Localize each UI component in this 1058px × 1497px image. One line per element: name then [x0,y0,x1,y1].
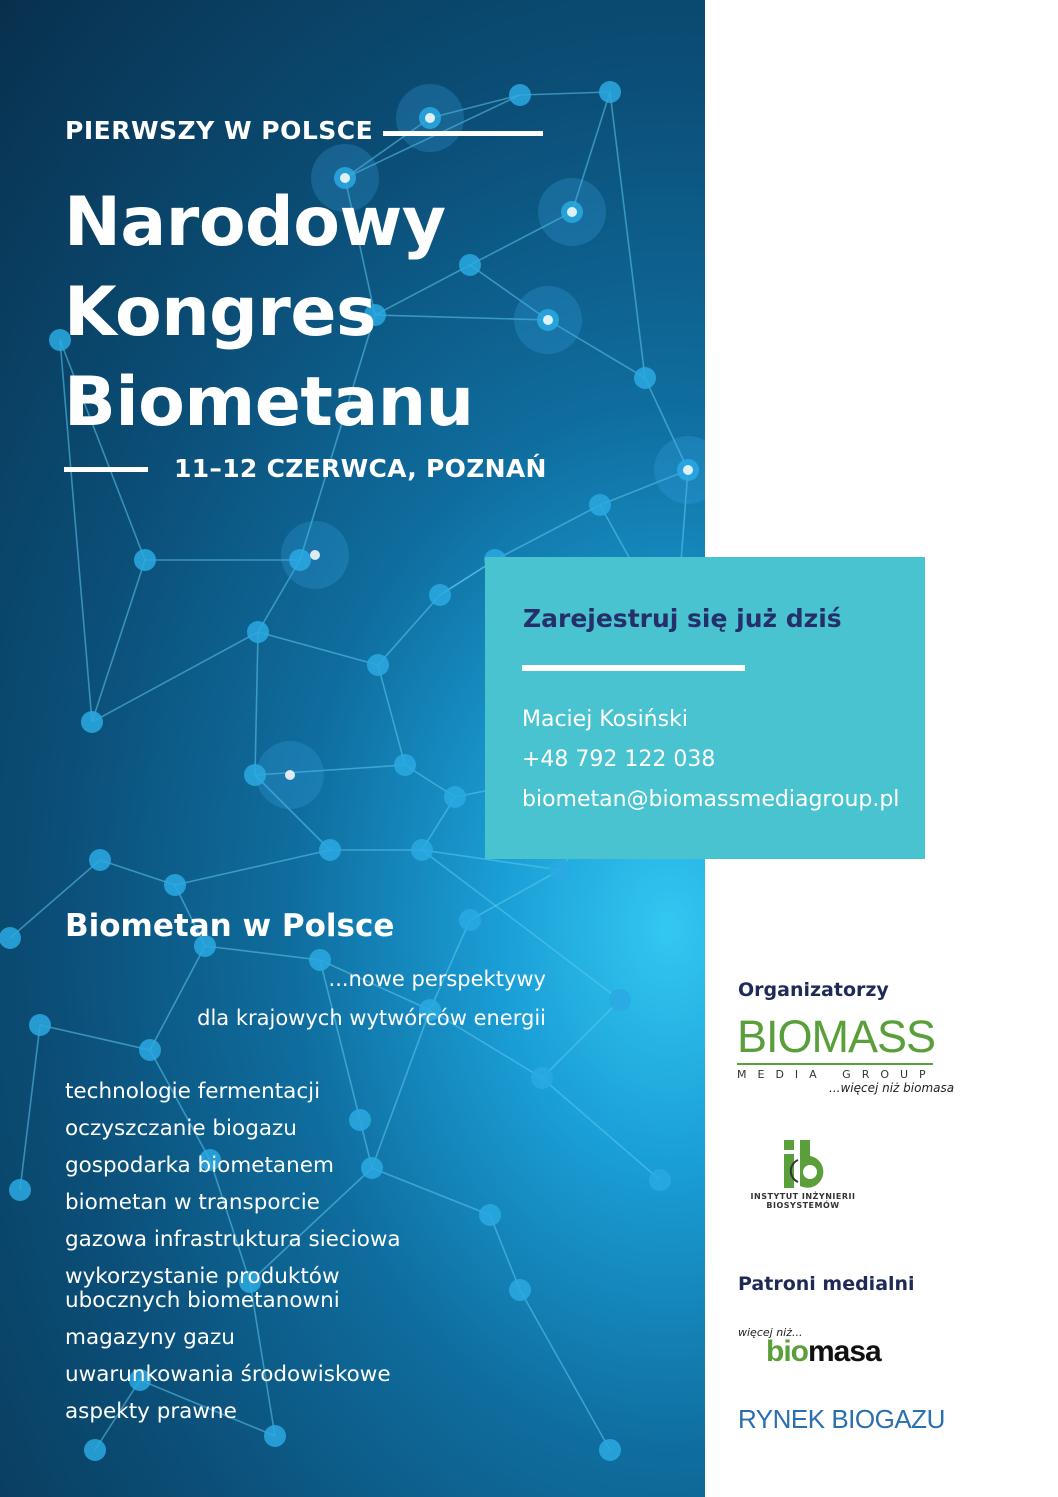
network-node [479,1204,501,1226]
network-link [255,632,258,775]
network-link [542,1000,620,1078]
event-date: 11–12 CZERWCA, POZNAŃ [174,454,547,483]
network-node [139,1039,161,1061]
network-link [470,870,560,920]
network-node [164,874,186,896]
network-node [599,81,621,103]
biomass-logo-word: BIOMASS [737,1011,936,1062]
network-node [0,927,21,949]
iib-line-1: INSTYTUT INŻYNIERII [750,1192,856,1201]
event-title [64,178,474,448]
network-link [490,1215,520,1290]
network-node [134,549,156,571]
network-link [520,1290,610,1450]
media-patrons-label: Patroni medialni [738,1273,915,1295]
biomasa-logo [738,1326,881,1369]
list-item: magazyny gazu [65,1325,235,1350]
registration-divider [522,665,745,671]
network-node [411,839,433,861]
program-subtitle-1: ...nowe perspektywy [328,967,546,991]
network-link [495,505,600,560]
network-link [430,920,470,1010]
network-node [549,859,571,881]
network-spark [310,550,320,560]
list-item: gospodarka biometanem [65,1153,334,1178]
network-link [175,850,330,885]
biomass-logo-rule [737,1063,933,1065]
network-spark [285,770,295,780]
network-node [244,764,266,786]
network-node [9,1179,31,1201]
network-spark [683,465,693,475]
biomasa-masa: masa [808,1335,881,1368]
network-node [429,584,451,606]
list-item: uwarunkowania środowiskowe [65,1362,391,1387]
network-node [444,786,466,808]
biomass-media-group-logo [737,1013,972,1095]
network-spark [543,315,553,325]
network-node [649,1169,671,1191]
title-line-3: Biometanu [64,363,474,442]
network-node [609,989,631,1011]
kicker-text: PIERWSZY W POLSCE [65,116,374,145]
network-link [378,595,440,665]
network-link [100,860,175,885]
network-node [289,549,311,571]
network-node [531,1067,553,1089]
network-link [150,946,205,1050]
contact-phone[interactable]: +48 792 122 038 [522,747,716,772]
network-link [520,92,610,95]
network-node [634,367,656,389]
list-item: biometan w transporcie [65,1190,320,1215]
list-item: gazowa infrastruktura sieciowa [65,1227,401,1252]
title-line-1: Narodowy [64,183,446,262]
network-node [319,839,341,861]
network-link [20,1025,40,1190]
network-spark [567,207,577,217]
network-node [367,654,389,676]
biomass-logo-subtitle: MEDIA GROUP [737,1068,937,1081]
list-item: wykorzystanie produktów [65,1264,340,1289]
list-item: aspekty prawne [65,1399,237,1424]
biomasa-logo-small: więcej niż... [738,1326,803,1339]
network-node [84,1439,106,1461]
title-line-2: Kongres [64,273,376,352]
network-node [81,711,103,733]
date-divider [64,467,148,472]
network-link [378,665,405,765]
registration-box [485,557,925,859]
network-node [394,754,416,776]
network-node [29,1014,51,1036]
network-link [542,1078,660,1180]
list-item: ubocznych biometanowni [65,1288,340,1313]
network-node [89,849,111,871]
biomass-logo-tagline: ...więcej niż biomasa [829,1081,955,1095]
program-title: Biometan w Polsce [65,908,395,944]
network-node [509,84,531,106]
contact-email[interactable]: biometan@biomassmediagroup.pl [522,787,900,812]
network-link [40,1025,150,1050]
organizers-label: Organizatorzy [738,979,889,1001]
registration-title: Zarejestruj się już dziś [523,604,842,633]
contact-name: Maciej Kosiński [522,707,688,732]
network-spark [425,113,435,123]
iib-line-2: BIOSYSTEMÓW [766,1201,840,1210]
kicker-divider [383,131,543,136]
network-node [247,621,269,643]
iib-emblem-icon [770,1136,836,1192]
network-node [459,909,481,931]
network-link [205,946,320,960]
network-node [509,1279,531,1301]
network-link [258,632,378,665]
topic-list [65,1080,401,1437]
network-node [589,494,611,516]
rynek-biogazu-logo: RYNEK BIOGAZU [738,1404,945,1434]
iib-logo [738,1136,868,1210]
network-link [610,92,645,378]
network-node [599,1439,621,1461]
list-item: oczyszczanie biogazu [65,1116,297,1141]
biomasa-bio: bio [766,1335,808,1368]
biomasa-logo-word [766,1335,881,1369]
list-item: technologie fermentacji [65,1079,321,1104]
program-subtitle-2: dla krajowych wytwórców energii [197,1006,546,1030]
